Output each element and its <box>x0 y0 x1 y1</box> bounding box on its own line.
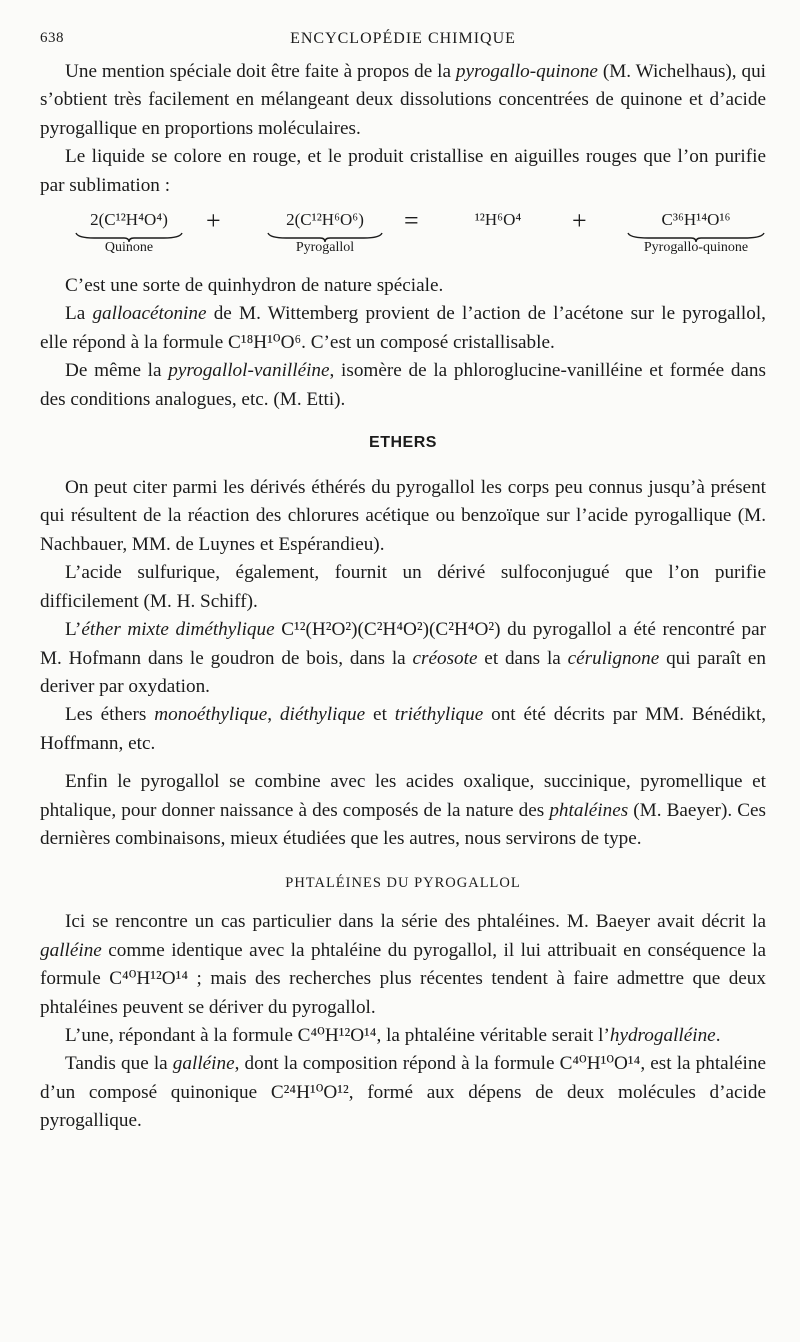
paragraph: Enfin le pyrogallol se combine avec les acides oxalique, succinique, pyromellique et phtalique, pour donner naissance à des composés de la nature des phtaléines (M. Baeyer). Ces dernières combinaisons, mieux étudiées que les autres, nous servirons de type. <box>40 771 766 849</box>
plus-sign: + <box>206 206 221 236</box>
paragraph: L’acide sulfurique, également, fournit un dérivé sulfoconjugué que l’on purifie difficilement (M. H. Schiff). <box>40 562 766 612</box>
subsection-title: PHTALÉINES DU PYROGALLOL <box>285 875 521 892</box>
paragraph: Ici se rencontre un cas particulier dans la série des phtaléines. M. Baeyer avait décrit la galléine comme identique avec la phtaléine du pyrogallol, il lui attribuait en conséquence la formule C⁴⁰H¹²O¹⁴ ; mais des recherches plus récentes tendent à faire admettre que deux phtaléines peuvent se dériver du pyrogallol. <box>40 911 766 1018</box>
running-title: ENCYCLOPÉDIE CHIMIQUE <box>290 30 516 47</box>
paragraph: La galloacétonine de M. Wittemberg provient de l’action de l’acétone sur le pyrogallol, elle répond à la formule C¹⁸H¹⁰O⁶. C’est un composé cristallisable. <box>40 303 766 353</box>
paragraph: Une mention spéciale doit être faite à propos de la pyrogallo-quinone (M. Wichelhaus), qui s’obtient très facilement en mélangeant deux dissolutions concentrées de quinone et d’acide pyrogallique en proportions moléculaires. <box>40 61 767 139</box>
equation-term-quinone: 2(C¹²H⁴O⁴) Quinone <box>74 210 184 256</box>
plus-sign: + <box>572 206 587 236</box>
equals-sign: = <box>404 206 419 236</box>
section-title: ETHERS <box>369 434 437 452</box>
paragraph: L’une, répondant à la formule C⁴⁰H¹²O¹⁴, la phtaléine véritable serait l’hydrogalléine. <box>65 1024 721 1046</box>
page-header <box>40 28 766 58</box>
paragraph: L’éther mixte diméthylique C¹²(H²O²)(C²H⁴O²)(C²H⁴O²) du pyrogallol a été rencontré par M. Hofmann dans le goudron de bois, dans la créosote et dans la cérulignone qui paraît en deriver par oxydation. <box>40 619 766 697</box>
equation-term-product: ¹²H⁶O⁴ <box>474 210 522 230</box>
equation-term-pyrogallo-quinone: C³⁶H¹⁴O¹⁶ Pyrogallo-quinone <box>626 210 766 256</box>
document-page <box>40 28 766 1136</box>
equation-term-pyrogallol: 2(C¹²H⁶O⁶) Pyrogallol <box>266 210 384 256</box>
paragraph: Le liquide se colore en rouge, et le produit cristallise en aiguilles rouges que l’on purifie par sublimation : <box>40 146 766 196</box>
paragraph: Tandis que la galléine, dont la composition répond à la formule C⁴⁰H¹⁰O¹⁴, est la phtaléine d’un composé quinonique C²⁴H¹⁰O¹², formé aux dépens de deux molécules d’acide pyrogallique. <box>40 1053 766 1132</box>
page-number: 638 <box>40 30 64 46</box>
chemical-equation <box>40 206 766 268</box>
paragraph: On peut citer parmi les dérivés éthérés du pyrogallol les corps peu connus jusqu’à présent qui résultent de la réaction des chlorures acétique ou benzoïque sur l’acide pyrogallique (M. Nachbauer, MM. de Luynes et Espérandieu). <box>40 477 766 555</box>
paragraph: De même la pyrogallol-vanilléine, isomère de la phloroglucine-vanilléine et formée dans des conditions analogues, etc. (M. Etti). <box>40 360 766 410</box>
paragraph: Les éthers monoéthylique, diéthylique et triéthylique ont été décrits par MM. Bénédikt, Hoffmann, etc. <box>40 704 766 754</box>
paragraph: C’est une sorte de quinhydron de nature spéciale. <box>65 275 444 297</box>
